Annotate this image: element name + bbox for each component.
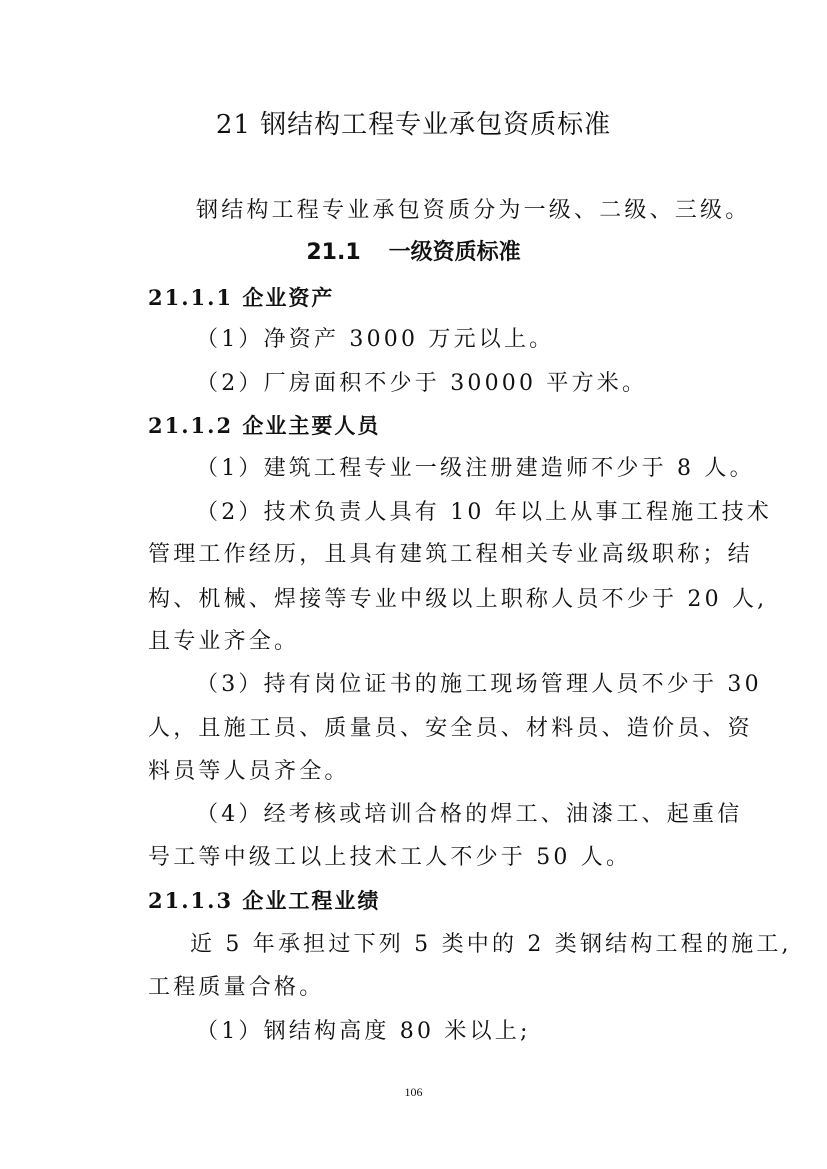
subsection-heading-assets: 21.1.1 企业资产 [148,285,335,310]
intro-paragraph: 钢结构工程专业承包资质分为一级、二级、三级。 [196,198,751,223]
asset-item-2: （2）厂房面积不少于 30000 平方米。 [196,371,648,396]
personnel-item-1: （1）建筑工程专业一级注册建造师不少于 8 人。 [196,456,755,481]
personnel-item-3-line: 料员等人员齐全。 [148,759,350,784]
subsection-heading-performance: 21.1.3 企业工程业绩 [148,888,381,913]
personnel-item-3-line: （3）持有岗位证书的施工现场管理人员不少于 30 [196,672,762,697]
personnel-item-2-line: 管理工作经历，且具有建筑工程相关专业高级职称；结 [148,542,753,567]
section-title: 一级资质标准 [388,240,521,265]
performance-item-1: （1）钢结构高度 80 米以上; [196,1019,531,1044]
document-title: 21 钢结构工程专业承包资质标准 [215,110,612,140]
performance-intro-line: 近 5 年承担过下列 5 类中的 2 类钢结构工程的施工, [190,932,792,957]
page-number: 106 [404,1085,423,1099]
section-heading [0,238,827,268]
section-number: 21.1 [306,240,361,265]
personnel-item-2-line: 且专业齐全。 [148,629,300,654]
performance-intro-line: 工程质量合格。 [148,975,325,1000]
subsection-heading-personnel: 21.1.2 企业主要人员 [148,413,381,438]
personnel-item-4-line: 号工等中级工以上技术工人不少于 50 人。 [148,845,632,870]
personnel-item-2-line: 构、机械、焊接等专业中级以上职称人员不少于 20 人, [148,587,768,612]
asset-item-1: （1）净资产 3000 万元以上。 [196,327,555,352]
personnel-item-4-line: （4）经考核或培训合格的焊工、油漆工、起重信 [196,802,743,827]
personnel-item-3-line: 人，且施工员、质量员、安全员、材料员、造价员、资 [148,716,753,741]
personnel-item-2-line: （2）技术负责人具有 10 年以上从事工程施工技术 [196,500,772,525]
